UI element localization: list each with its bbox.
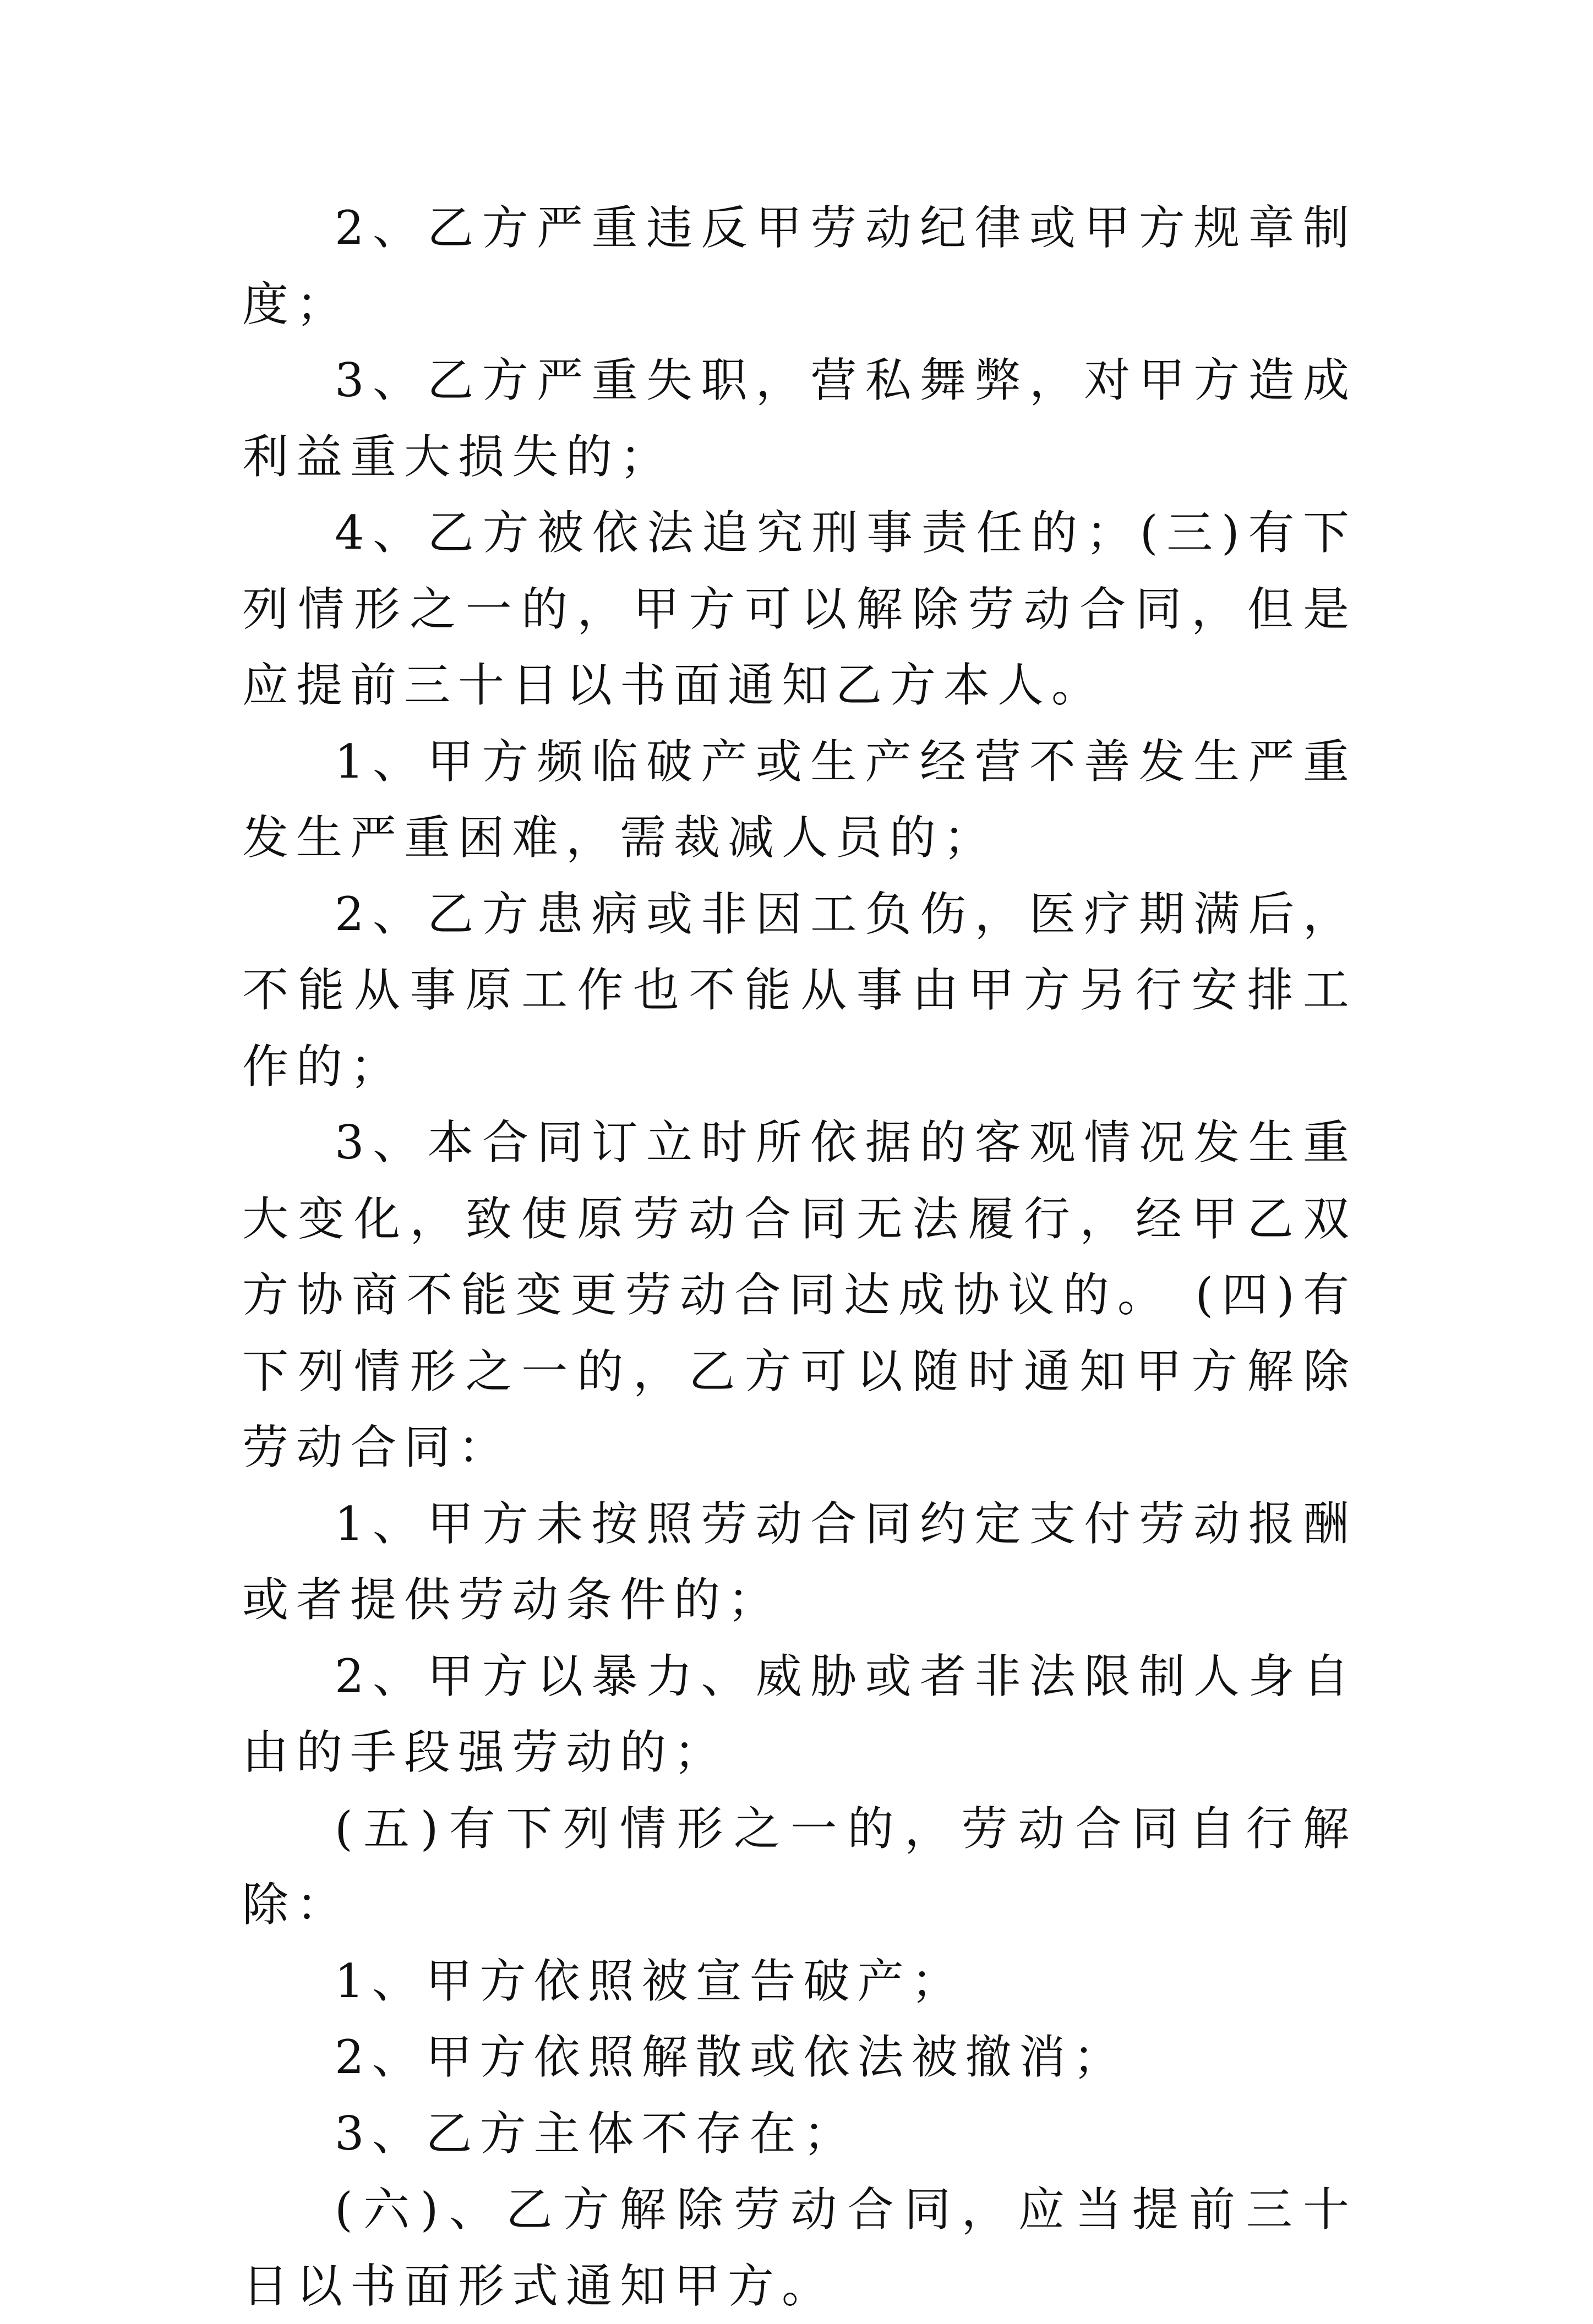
paragraph: (六)、乙方解除劳动合同，应当提前三十日以书面形式通知甲方。: [242, 2183, 1357, 2313]
paragraph: 3、乙方主体不存在；: [335, 2106, 858, 2161]
paragraph: 2、乙方严重违反甲劳动纪律或甲方规章制度；: [242, 201, 1357, 331]
paragraph: 3、乙方严重失职，营私舞弊，对甲方造成利益重大损失的；: [242, 353, 1357, 484]
paragraph: 1、甲方未按照劳动合同约定支付劳动报酬或者提供劳动条件的；: [242, 1496, 1357, 1627]
paragraph: 1、甲方频临破产或生产经营不善发生严重发生严重困难，需裁减人员的；: [242, 734, 1357, 865]
document-body: [242, 190, 1357, 2324]
paragraph: 2、甲方以暴力、威胁或者非法限制人身自由的手段强劳动的；: [242, 1649, 1357, 1779]
paragraph: 1、甲方依照被宣告破产；: [335, 1954, 965, 2008]
paragraph: (五)有下列情形之一的，劳动合同自行解除：: [242, 1801, 1357, 1932]
paragraph: 2、甲方依照解散或依法被撤消；: [335, 2030, 1127, 2084]
paragraph: 2、乙方患病或非因工负伤，医疗期满后，不能从事原工作也不能从事由甲方另行安排工作的；: [242, 887, 1357, 1093]
paragraph: 3、本合同订立时所依据的客观情况发生重大变化，致使原劳动合同无法履行，经甲乙双方协商不能变更劳动合同达成协议的。 (四)有下列情形之一的，乙方可以随时通知甲方解除劳动合同：: [242, 1115, 1357, 1474]
paragraph: 4、乙方被依法追究刑事责任的；(三)有下列情形之一的，甲方可以解除劳动合同，但是应提前三十日以书面通知乙方本人。: [242, 506, 1357, 712]
